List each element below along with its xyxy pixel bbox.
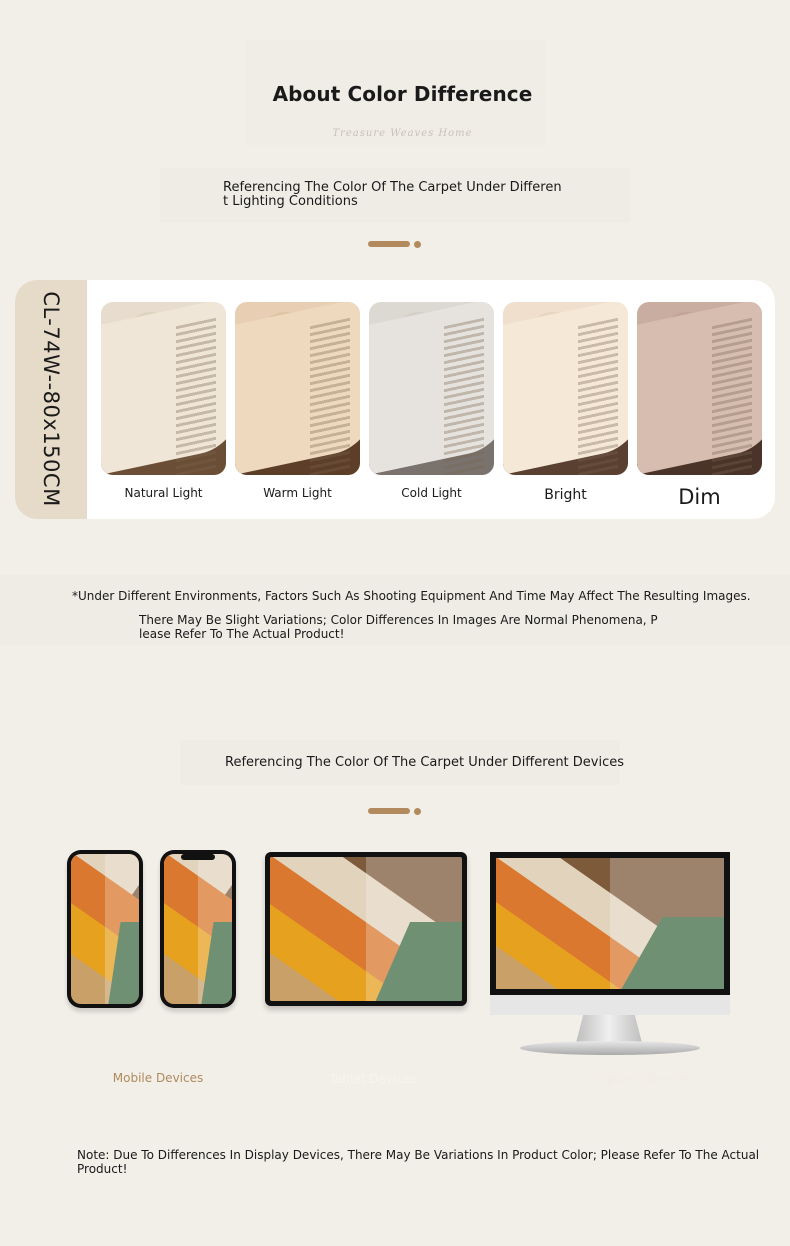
- model-side-panel: [15, 280, 87, 519]
- notice-line-2: There May Be Slight Variations; Color Differences In Images Are Normal Phenomena, Please Refer To The Actual Product!: [139, 613, 658, 641]
- tablet-screen: [270, 857, 462, 1001]
- divider-dot: [414, 241, 421, 248]
- divider-bar: [368, 808, 410, 814]
- monitor-chin: [490, 995, 730, 1015]
- light-overlay: [366, 857, 462, 1001]
- lighting-swatch-image: [369, 302, 494, 475]
- page-title: About Color Difference: [272, 82, 533, 106]
- notice-line-1: *Under Different Environments, Factors Such As Shooting Equipment And Time May Affect The Resulting Images.: [72, 589, 751, 603]
- phone-device-2: [160, 850, 236, 1008]
- phone-device-1: [67, 850, 143, 1008]
- tablet-device: [265, 852, 467, 1006]
- computer-devices-label: Computer Devices: [579, 1072, 691, 1086]
- lighting-swatch-image: [235, 302, 360, 475]
- lighting-swatch-image: [503, 302, 628, 475]
- swatch-label: Cold Light: [401, 486, 462, 500]
- lighting-swatch-image: [101, 302, 226, 475]
- phone-screen: [71, 854, 139, 1004]
- divider-bar: [368, 241, 410, 247]
- monitor-screen: [496, 858, 724, 989]
- carpet-image: [164, 854, 232, 1004]
- carpet-image: [71, 854, 139, 1004]
- monitor-device: [490, 852, 730, 995]
- divider-dot: [414, 808, 421, 815]
- brand-script-text: Treasure Weaves Home: [332, 128, 473, 139]
- device-notice: Note: Due To Differences In Display Devices, There May Be Variations In Product Color; Please Refer To The Actual Product!: [77, 1148, 760, 1176]
- carpet-image: [496, 858, 724, 989]
- lighting-subtitle: Referencing The Color Of The Carpet Under Different Lighting Conditions: [223, 180, 562, 209]
- light-overlay: [105, 854, 139, 1004]
- swatch-label: Bright: [544, 487, 587, 503]
- swatch-label: Warm Light: [263, 486, 332, 500]
- lighting-swatch-image: [637, 302, 762, 475]
- model-code: CL-74W--80x150CM: [39, 291, 63, 507]
- light-overlay: [198, 854, 232, 1004]
- devices-subtitle: Referencing The Color Of The Carpet Under Different Devices: [225, 755, 625, 770]
- tablet-devices-label: Tablet Devices: [329, 1072, 417, 1086]
- swatch-label: Dim: [678, 485, 721, 509]
- section-divider: [368, 241, 424, 247]
- carpet-image: [270, 857, 462, 1001]
- color-comparison-card: [15, 280, 775, 519]
- phone-notch: [181, 854, 215, 860]
- swatch-label: Natural Light: [124, 486, 203, 500]
- monitor-base: [520, 1041, 700, 1055]
- devices-divider: [368, 808, 424, 814]
- phone-screen: [164, 854, 232, 1004]
- light-overlay: [610, 858, 724, 989]
- mobile-devices-label: Mobile Devices: [112, 1071, 204, 1085]
